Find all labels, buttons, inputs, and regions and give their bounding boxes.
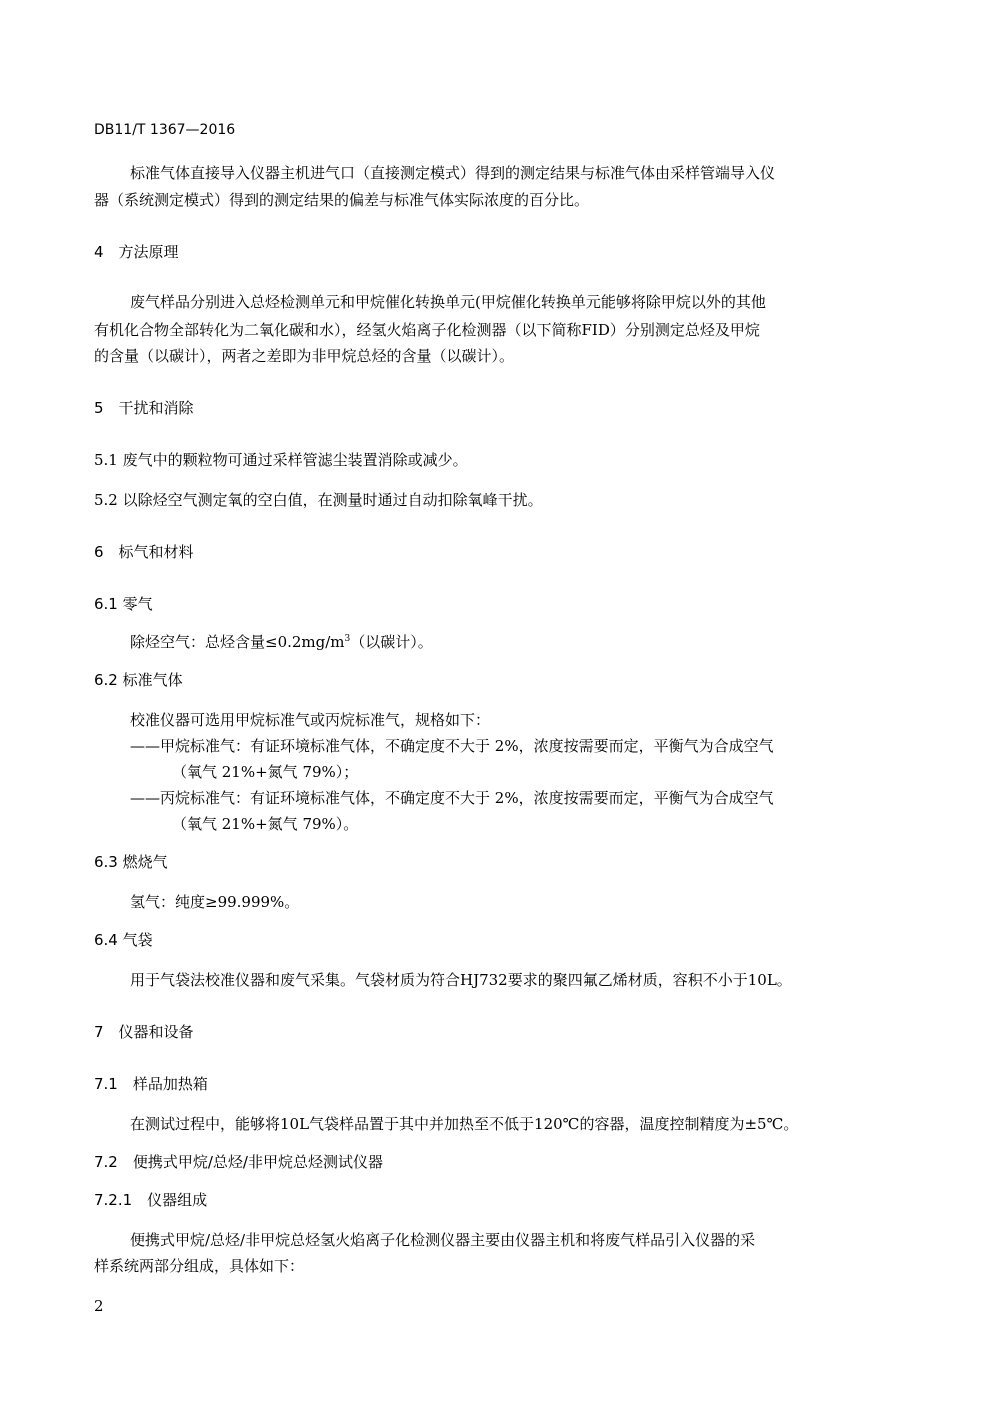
section-6-2-intro: 校准仪器可选用甲烷标准气或丙烷标准气，规格如下： [130,711,491,729]
section-7-1-heading: 7.1 样品加热箱 [94,1075,208,1093]
paragraph-line: 有机化合物全部转化为二氧化碳和水），经氢火焰离子化检测器（以下简称FID）分别测定总烃及甲烷 [94,321,760,339]
section-7-2-heading: 7.2 便携式甲烷/总烃/非甲烷总烃测试仪器 [94,1153,383,1171]
section-6-4-text: 用于气袋法校准仪器和废气采集。气袋材质为符合HJ732要求的聚四氟乙烯材质，容积不小于10L。 [130,971,792,989]
section-4-heading: 4 方法原理 [94,243,179,261]
section-5-1-text: 5.1 废气中的颗粒物可通过采样管滤尘装置消除或减少。 [94,451,468,469]
section-6-2-heading: 6.2 标准气体 [94,671,183,689]
section-5-heading: 5 干扰和消除 [94,399,194,417]
section-7-heading: 7 仪器和设备 [94,1023,194,1041]
section-6-4-heading: 6.4 气袋 [94,931,153,949]
section-6-3-heading: 6.3 燃烧气 [94,853,168,871]
paragraph-line: 样系统两部分组成，具体如下： [94,1257,305,1275]
list-item-propane-line2: （氧气 21%+氮气 79%）。 [172,815,359,833]
superscript: 3 [344,634,351,644]
paragraph-line: 的含量（以碳计），两者之差即为非甲烷总烃的含量（以碳计）。 [94,347,515,365]
list-item-methane-line2: （氧气 21%+氮气 79%）； [172,763,359,781]
standard-code-header: DB11/T 1367—2016 [94,122,236,138]
section-7-2-1-heading: 7.2.1 仪器组成 [94,1191,208,1209]
page-number: 2 [94,1297,104,1315]
section-7-1-text: 在测试过程中，能够将10L气袋样品置于其中并加热至不低于120℃的容器，温度控制精度为±5℃。 [130,1115,799,1133]
paragraph-line: 器（系统测定模式）得到的测定结果的偏差与标准气体实际浓度的百分比。 [94,191,590,209]
list-item-propane-line1: ——丙烷标准气：有证环境标准气体，不确定度不大于 2%，浓度按需要而定，平衡气为合成空气 [130,789,774,807]
list-item-methane-line1: ——甲烷标准气：有证环境标准气体，不确定度不大于 2%，浓度按需要而定，平衡气为合成空气 [130,737,774,755]
paragraph-line: 便携式甲烷/总烃/非甲烷总烃氢火焰离子化检测仪器主要由仪器主机和将废气样品引入仪器的采 [130,1231,756,1249]
section-5-2-text: 5.2 以除烃空气测定氧的空白值，在测量时通过自动扣除氧峰干扰。 [94,491,543,509]
paragraph-line: 标准气体直接导入仪器主机进气口（直接测定模式）得到的测定结果与标准气体由采样管端导入仪 [130,164,776,182]
paragraph-line: 废气样品分别进入总烃检测单元和甲烷催化转换单元(甲烷催化转换单元能够将除甲烷以外的其他 [130,293,766,311]
section-6-1-text: 除烃空气：总烃含量$\le 0.2mg/m^3$（以碳计）。 [130,633,433,651]
section-6-1-heading: 6.1 零气 [94,595,153,613]
section-6-heading: 6 标气和材料 [94,543,194,561]
section-6-3-text: 氢气：纯度≥99.999%。 [130,893,300,911]
